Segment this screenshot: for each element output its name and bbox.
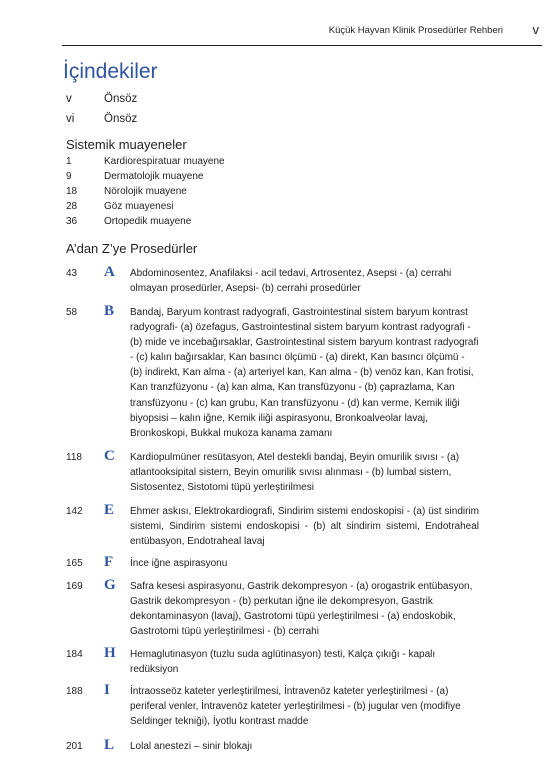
systemic-label: Nörolojik muayene bbox=[104, 186, 187, 197]
entry-text: Lolal anestezi – sinir blokajı bbox=[130, 741, 253, 752]
systemic-page: 9 bbox=[66, 171, 72, 182]
front-matter-number: vi bbox=[66, 113, 75, 125]
systemic-heading: Sistemik muayeneler bbox=[66, 137, 187, 152]
systemic-page: 36 bbox=[66, 216, 78, 227]
entry-letter: H bbox=[104, 645, 116, 661]
toc-title: İçindekiler bbox=[63, 60, 158, 83]
systemic-page: 18 bbox=[66, 186, 78, 197]
entry-page: 58 bbox=[66, 307, 78, 318]
entry-text: Kardiopulmüner resütasyon, Atel destekli bandaj, Beyin omurilik sıvısı - (a) atlantooksipital sistern, Beyin omurilik sıvısı alınması - (b) lumbal sistern, Sistosentez, Sistotomi tüpü yerleştirilmesi bbox=[130, 452, 460, 494]
front-matter-label: Önsöz bbox=[104, 93, 138, 105]
systemic-label: Dermatolojik muayene bbox=[104, 171, 204, 182]
procedures-heading: A’dan Z’ye Prosedürler bbox=[66, 241, 198, 256]
page-number: v bbox=[532, 22, 539, 37]
page-header bbox=[62, 22, 542, 46]
entry-text: Abdominosentez, Anafilaksi - acil tedavi, Artrosentez, Asepsi - (a) cerrahi olmayan prosedürler, Asepsi- (b) cerrahi prosedürler bbox=[130, 268, 452, 295]
entry-page: 118 bbox=[66, 452, 82, 463]
entry-text: İnce iğne aspirasyonu bbox=[130, 558, 228, 569]
header-rule bbox=[62, 45, 542, 46]
systemic-page: 28 bbox=[66, 201, 78, 212]
systemic-page: 1 bbox=[66, 156, 72, 167]
entry-page: 165 bbox=[66, 558, 83, 569]
entry-page: 201 bbox=[66, 741, 83, 752]
front-matter-number: v bbox=[66, 93, 72, 105]
systemic-label: Kardiorespiratuar muayene bbox=[104, 156, 225, 167]
entry-letter: A bbox=[104, 264, 115, 280]
entry-letter: F bbox=[104, 554, 114, 570]
entry-page: 188 bbox=[66, 686, 83, 697]
front-matter-label: Önsöz bbox=[104, 113, 138, 125]
entry-letter: E bbox=[104, 502, 115, 518]
entry-letter: B bbox=[104, 303, 115, 319]
systemic-label: Göz muayenesi bbox=[104, 201, 174, 212]
entry-text: İntraosseöz kateter yerleştirilmesi, İntravenöz kateter yerleştirilmesi - (a) periferal venler, İntravenöz kateter yerleştirilmesi - (b) jugular ven (modifiye Seldinger tekniği), İyotlu kontrast madde bbox=[130, 686, 461, 728]
entry-page: 184 bbox=[66, 649, 83, 660]
entry-text: Hemaglutinasyon (tuzlu suda aglütinasyon) testi, Kalça çıkığı - kapalı redüksiyon bbox=[130, 649, 436, 676]
entry-text: Safra kesesi aspirasyonu, Gastrik dekompresyon - (a) orogastrik entübasyon, Gastrik dekompresyon - (b) perkutan iğne ile dekompresyon, Gastrik dekontaminasyon (lavaj), Gastrotomi tüpü yerleştirilmesi - (a) endoskobik, Gastrotomi tüpü yerleştirilmesi - (b) cerrahi bbox=[130, 581, 473, 638]
entry-letter: L bbox=[104, 737, 115, 753]
entry-letter: C bbox=[104, 448, 115, 464]
running-title: Küçük Hayvan Klinik Prosedürler Rehberi bbox=[328, 25, 503, 36]
entry-letter: G bbox=[104, 577, 116, 593]
entry-text: Ehmer askısı, Elektrokardiografi, Sindirim sistemi endoskopisi - (a) üst sindirim sistemi, Sindirim sistemi endoskopisi - (b) alt sindirim sistemi, Endotraheal entübasyon, Endotraheal lavaj bbox=[130, 506, 479, 548]
entry-letter: I bbox=[104, 682, 110, 698]
entry-page: 142 bbox=[66, 506, 83, 517]
entry-page: 169 bbox=[66, 581, 83, 592]
entry-text: Bandaj, Baryum kontrast radyografi, Gastrointestinal sistem baryum kontrast radyografi- (a) özefagus, Gastrointestinal sistem baryum kontrast radyografi - (b) mide ve incebağırsaklar, Gastrointestinal sistem baryum kontrast radyografi - (c) kalın bağırsaklar, Kan basıncı ölçümü - (a) direkt, Kan basıncı ölçümü - (b) indirekt, Kan alma - (a) arteriyel kan, Kan alma - (b) venöz kan, Kan frotisi, Kan tranzfüzyonu - (a) kan alma, Kan transfüzyonu - (b) çaprazlama, Kan transfüzyonu - (c) kan grubu, Kan transfüzyonu - (d) kan verme, Kemik iliği biyopsisi – kalın iğne, Kemik iliği aspirasyonu, Bronkoalveolar lavaj, Bronkoskopi, Bukkal mukoza kanama zamanı bbox=[130, 307, 479, 439]
systemic-label: Ortopedik muayene bbox=[104, 216, 192, 227]
entry-page: 43 bbox=[66, 268, 78, 279]
